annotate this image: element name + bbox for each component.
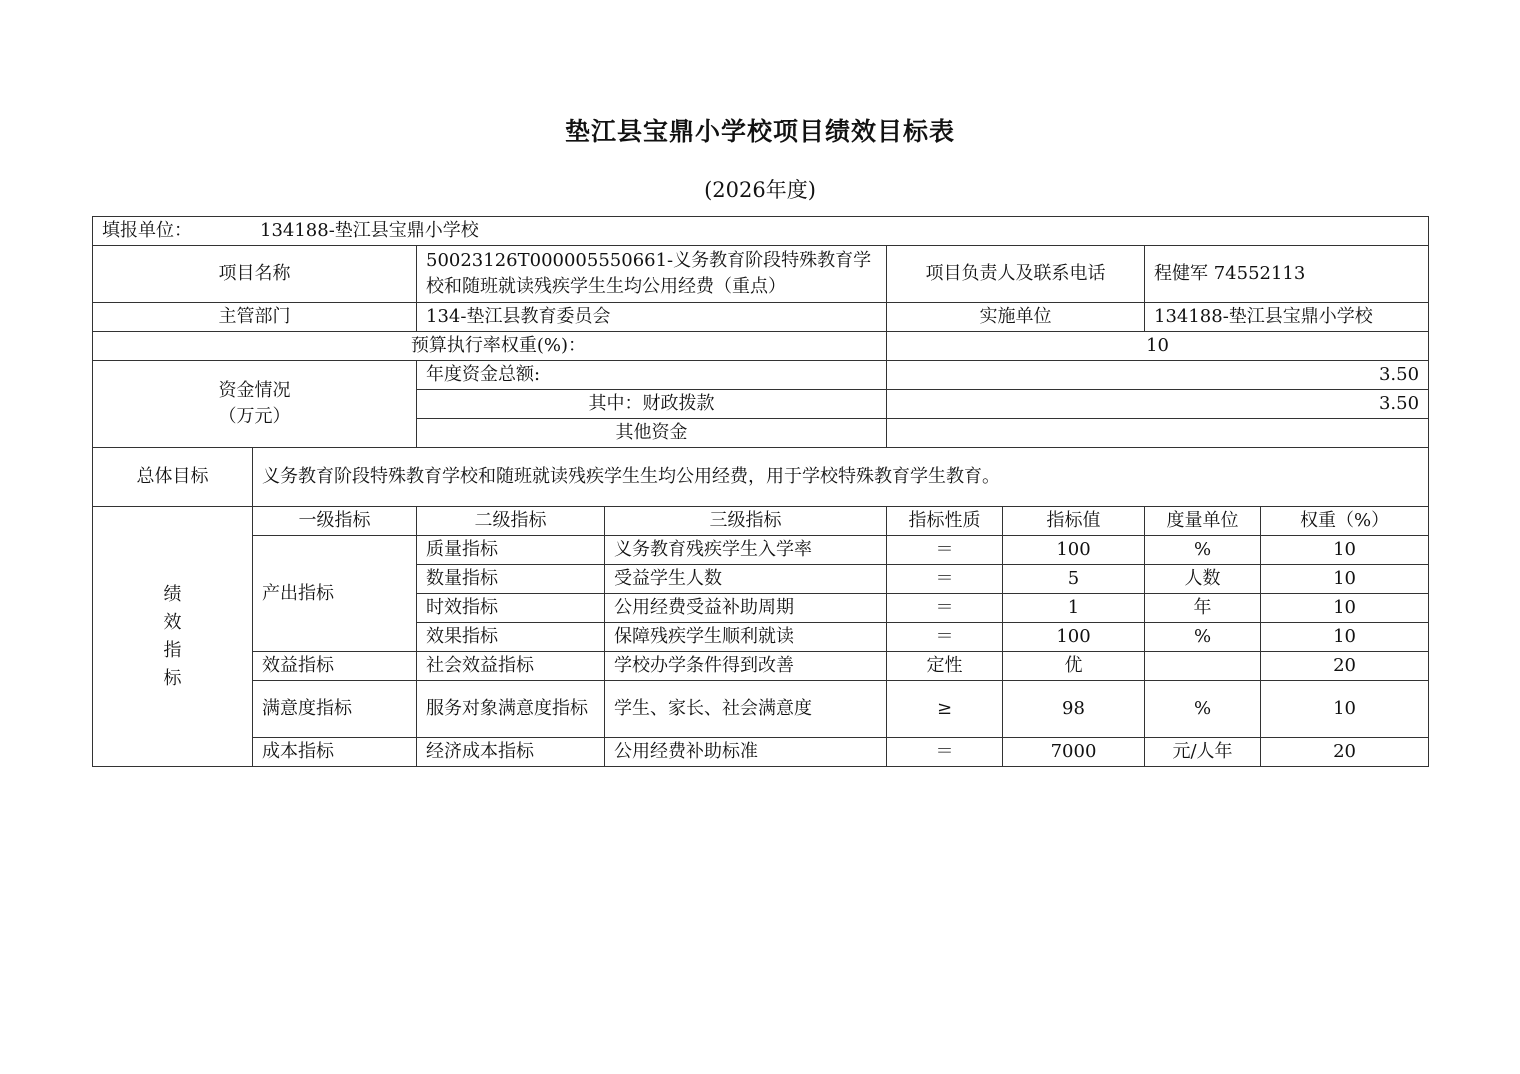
level3-cell: 受益学生人数 (605, 565, 887, 594)
page-subtitle: (2026年度) (704, 178, 816, 202)
level1-cell: 产出指标 (253, 536, 417, 652)
impl-unit-label: 实施单位 (887, 303, 1145, 332)
level2-cell: 效果指标 (417, 623, 605, 652)
level2-cell: 社会效益指标 (417, 652, 605, 681)
table-row (93, 536, 1429, 565)
department-row (93, 303, 1429, 332)
table-row (93, 681, 1429, 738)
unit-cell: % (1145, 536, 1261, 565)
value-cell: 5 (1003, 565, 1145, 594)
level1-cell: 效益指标 (253, 652, 417, 681)
weight-cell: 10 (1261, 565, 1429, 594)
nature-cell: ＝ (887, 738, 1003, 767)
funds-label-line1: 资金情况 (218, 380, 291, 401)
perf-label-char: 绩 (163, 583, 182, 605)
level2-cell: 数量指标 (417, 565, 605, 594)
page-title: 垫江县宝鼎小学校项目绩效目标表 (564, 117, 955, 146)
level1-cell: 满意度指标 (253, 681, 417, 738)
weight-cell: 10 (1261, 681, 1429, 738)
dept-value: 134-垫江县教育委员会 (417, 303, 887, 332)
value-cell: 7000 (1003, 738, 1145, 767)
level2-cell: 时效指标 (417, 594, 605, 623)
funds-total-row (93, 361, 1429, 390)
unit-cell: 年 (1145, 594, 1261, 623)
perf-label-char: 标 (163, 667, 182, 689)
fiscal-label: 其中：财政拨款 (417, 390, 887, 419)
header-unit: 度量单位 (1145, 507, 1261, 536)
funds-label (93, 361, 417, 448)
header-level1: 一级指标 (253, 507, 417, 536)
level2-cell: 服务对象满意度指标 (417, 681, 605, 738)
weight-cell: 10 (1261, 536, 1429, 565)
indicator-header-row (93, 507, 1429, 536)
weight-cell: 20 (1261, 652, 1429, 681)
level1-cell: 成本指标 (253, 738, 417, 767)
nature-cell: ＝ (887, 565, 1003, 594)
annual-total-label: 年度资金总额: (417, 361, 887, 390)
value-cell: 100 (1003, 623, 1145, 652)
unit-cell: % (1145, 681, 1261, 738)
header-level3: 三级指标 (605, 507, 887, 536)
project-leader-label: 项目负责人及联系电话 (887, 246, 1145, 303)
nature-cell: ≥ (887, 681, 1003, 738)
weight-cell: 10 (1261, 623, 1429, 652)
nature-cell: ＝ (887, 594, 1003, 623)
budget-weight-row (93, 332, 1429, 361)
perf-label-char: 指 (163, 639, 182, 661)
project-name-label: 项目名称 (93, 246, 417, 303)
goal-label: 总体目标 (93, 448, 253, 507)
unit-cell (1145, 652, 1261, 681)
fiscal-value: 3.50 (887, 390, 1429, 419)
header-level2: 二级指标 (417, 507, 605, 536)
goal-value: 义务教育阶段特殊教育学校和随班就读残疾学生生均公用经费，用于学校特殊教育学生教育。 (253, 448, 1429, 507)
budget-weight-label: 预算执行率权重(%)： (93, 332, 887, 361)
level3-cell: 公用经费补助标准 (605, 738, 887, 767)
funds-label-line2: （万元） (218, 406, 291, 427)
header-weight: 权重（%） (1261, 507, 1429, 536)
level2-cell: 质量指标 (417, 536, 605, 565)
budget-weight-value: 10 (887, 332, 1429, 361)
performance-table (92, 216, 1429, 767)
weight-cell: 20 (1261, 738, 1429, 767)
fill-unit-value: 134188-垫江县宝鼎小学校 (260, 220, 479, 241)
dept-label: 主管部门 (93, 303, 417, 332)
header-nature: 指标性质 (887, 507, 1003, 536)
level3-cell: 义务教育残疾学生入学率 (605, 536, 887, 565)
table-row (93, 652, 1429, 681)
level3-cell: 保障残疾学生顺利就读 (605, 623, 887, 652)
project-name-row (93, 246, 1429, 303)
unit-cell: % (1145, 623, 1261, 652)
goal-row (93, 448, 1429, 507)
nature-cell: ＝ (887, 536, 1003, 565)
unit-cell: 元/人年 (1145, 738, 1261, 767)
level2-cell: 经济成本指标 (417, 738, 605, 767)
fill-unit-row (93, 217, 1429, 246)
unit-cell: 人数 (1145, 565, 1261, 594)
level3-cell: 学校办学条件得到改善 (605, 652, 887, 681)
value-cell: 98 (1003, 681, 1145, 738)
nature-cell: 定性 (887, 652, 1003, 681)
value-cell: 1 (1003, 594, 1145, 623)
fill-unit-label: 填报单位： (102, 220, 192, 241)
fill-unit-cell (93, 217, 1429, 246)
perf-label-char: 效 (163, 611, 182, 633)
level3-cell: 学生、家长、社会满意度 (605, 681, 887, 738)
header-value: 指标值 (1003, 507, 1145, 536)
other-value (887, 419, 1429, 448)
value-cell: 优 (1003, 652, 1145, 681)
perf-label (93, 507, 253, 767)
value-cell: 100 (1003, 536, 1145, 565)
annual-total-value: 3.50 (887, 361, 1429, 390)
impl-unit-value: 134188-垫江县宝鼎小学校 (1145, 303, 1429, 332)
level3-cell: 公用经费受益补助周期 (605, 594, 887, 623)
nature-cell: ＝ (887, 623, 1003, 652)
project-leader-value: 程健军 74552113 (1145, 246, 1429, 303)
table-row (93, 738, 1429, 767)
weight-cell: 10 (1261, 594, 1429, 623)
project-name-value: 50023126T000005550661-义务教育阶段特殊教育学校和随班就读残疾学生生均公用经费（重点） (417, 246, 887, 303)
other-label: 其他资金 (417, 419, 887, 448)
